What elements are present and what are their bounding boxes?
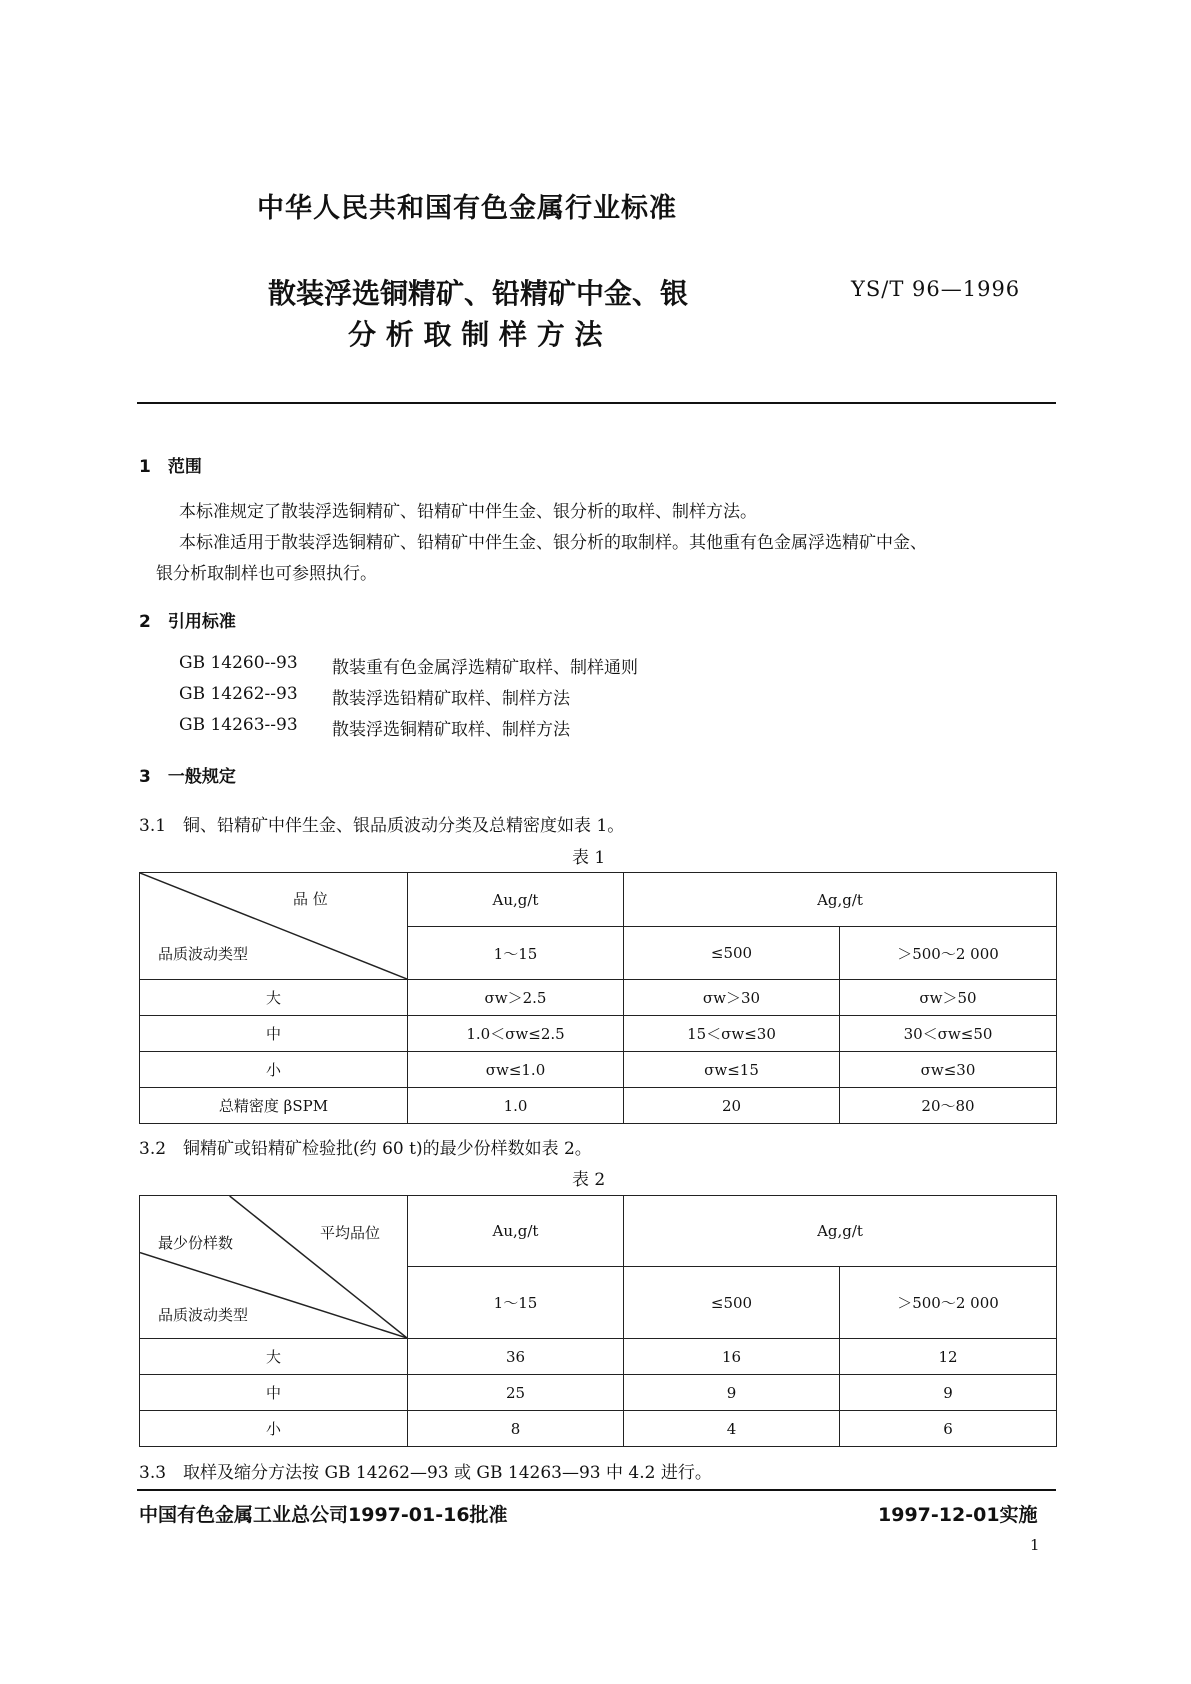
sub-header: ＞500～2 000 (840, 1267, 1057, 1339)
ref-code: GB 14263--93 (179, 715, 298, 735)
table1-caption: 表 1 (572, 848, 606, 868)
col-header: Au,g/t (408, 1196, 624, 1267)
cell: 总精密度 βSPM (140, 1088, 408, 1124)
table1-corner (140, 873, 408, 980)
cell: σw≤15 (624, 1052, 840, 1088)
sub-header: ≤500 (624, 1267, 840, 1339)
paragraph: 银分析取制样也可参照执行。 (156, 564, 377, 584)
paragraph: 本标准适用于散装浮选铜精矿、铅精矿中伴生金、银分析的取制样。其他重有色金属浮选精矿中金、 (179, 533, 927, 553)
sub-header: ≤500 (624, 927, 840, 980)
footer-divider (137, 1489, 1056, 1491)
page-number: 1 (1030, 1536, 1040, 1554)
cell: 25 (408, 1375, 624, 1411)
clause-3-2: 3.2 铜精矿或铅精矿检验批(约 60 t)的最少份样数如表 2。 (139, 1139, 592, 1159)
cell: 中 (140, 1016, 408, 1052)
section-1-heading: 1 范围 (139, 457, 202, 477)
cell: σw＞50 (840, 980, 1057, 1016)
cell: σw＞2.5 (408, 980, 624, 1016)
cell: 1.0＜σw≤2.5 (408, 1016, 624, 1052)
table-row (140, 1088, 1057, 1124)
cell: 8 (408, 1411, 624, 1447)
cell: 中 (140, 1375, 408, 1411)
table2-caption: 表 2 (572, 1170, 606, 1190)
cell: 9 (624, 1375, 840, 1411)
cell: σw≤30 (840, 1052, 1057, 1088)
cell: 30＜σw≤50 (840, 1016, 1057, 1052)
corner-label: 品质波动类型 (158, 945, 249, 963)
corner-label: 最少份样数 (158, 1234, 234, 1252)
sub-header: 1～15 (408, 1267, 624, 1339)
cell: 12 (840, 1339, 1057, 1375)
table-row (140, 1016, 1057, 1052)
ref-title: 散装浮选铅精矿取样、制样方法 (332, 689, 570, 709)
title-line1: 散装浮选铜精矿、铅精矿中金、银 (268, 277, 689, 310)
cell: 大 (140, 980, 408, 1016)
corner-label: 品 位 (293, 890, 328, 908)
table-2 (139, 1195, 1057, 1447)
approval-date: 中国有色金属工业总公司1997-01-16批准 (139, 1504, 508, 1526)
title-line2: 分 析 取 制 样 方 法 (348, 318, 603, 351)
cell: 6 (840, 1411, 1057, 1447)
paragraph: 本标准规定了散装浮选铜精矿、铅精矿中伴生金、银分析的取样、制样方法。 (179, 502, 757, 522)
table-row (140, 980, 1057, 1016)
cell: 4 (624, 1411, 840, 1447)
cell: σw＞30 (624, 980, 840, 1016)
cell: 16 (624, 1339, 840, 1375)
ref-code: GB 14260--93 (179, 653, 298, 673)
col-header: Ag,g/t (624, 873, 1057, 927)
section-2-heading: 2 引用标准 (139, 612, 236, 632)
col-header: Au,g/t (408, 873, 624, 927)
section-3-heading: 3 一般规定 (139, 767, 236, 787)
corner-label: 品质波动类型 (158, 1306, 249, 1324)
ref-code: GB 14262--93 (179, 684, 298, 704)
table-row (140, 1411, 1057, 1447)
cell: 15＜σw≤30 (624, 1016, 840, 1052)
cell: 36 (408, 1339, 624, 1375)
sub-header: 1～15 (408, 927, 624, 980)
cell: 大 (140, 1339, 408, 1375)
sub-header: ＞500～2 000 (840, 927, 1057, 980)
header: 中华人民共和国有色金属行业标准 (257, 193, 677, 224)
ref-title: 散装浮选铜精矿取样、制样方法 (332, 720, 570, 740)
standard-number: YS/T 96—1996 (851, 277, 1021, 301)
effective-date: 1997-12-01实施 (878, 1504, 1038, 1526)
clause-3-3: 3.3 取样及缩分方法按 GB 14262—93 或 GB 14263—93 中 4.2 进行。 (139, 1463, 712, 1483)
cell: 20 (624, 1088, 840, 1124)
clause-3-1: 3.1 铜、铅精矿中伴生金、银品质波动分类及总精密度如表 1。 (139, 816, 625, 836)
cell: 9 (840, 1375, 1057, 1411)
col-header: Ag,g/t (624, 1196, 1057, 1267)
table-1 (139, 872, 1057, 1124)
table2-corner (140, 1196, 408, 1339)
cell: 1.0 (408, 1088, 624, 1124)
table-row (140, 1375, 1057, 1411)
cell: 小 (140, 1052, 408, 1088)
cell: σw≤1.0 (408, 1052, 624, 1088)
table-row (140, 1052, 1057, 1088)
ref-title: 散装重有色金属浮选精矿取样、制样通则 (332, 658, 638, 678)
cell: 小 (140, 1411, 408, 1447)
cell: 20～80 (840, 1088, 1057, 1124)
corner-label: 平均品位 (320, 1224, 381, 1242)
divider (137, 402, 1056, 404)
table-row (140, 1339, 1057, 1375)
